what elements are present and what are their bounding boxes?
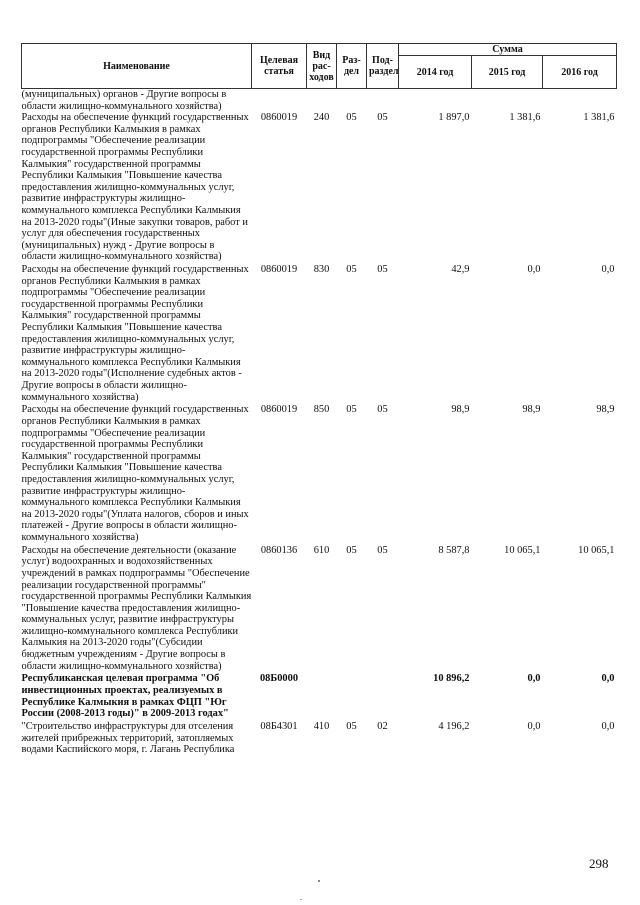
row-value-2015: 0,0 <box>527 264 541 276</box>
header-name: Наименование <box>22 44 252 89</box>
table-row-program <box>22 673 617 721</box>
row-value-2016: 1 381,6 <box>583 112 615 124</box>
row-value-2014: 10 896,2 <box>433 673 470 685</box>
row-name: Расходы на обеспечение деятельности (оказание услуг) водоохранных и водохозяйственных учреждений в рамках подпрограммы "Обеспечение реализации государственной программы" государственной программы Республики Калмыкия "Повышение качества предоставления жилищно-коммунальных услуг, развитие инфраструктуры жилищно-коммунального комплекса Республики Калмыкия на 2013-2020 годы"(Субсидии бюджетным учреждениям - Другие вопросы в области жилищно-коммунального хозяйства) <box>21 544 252 672</box>
table-row <box>22 721 617 757</box>
row-value-2014 <box>399 89 472 113</box>
row-expense-kind <box>307 89 337 113</box>
row-value-2016: 0,0 <box>601 264 615 276</box>
table-body <box>22 89 617 757</box>
row-subsection <box>367 89 399 113</box>
header-year-2016: 2016 год <box>543 56 617 89</box>
header-subsection: Под-раздел <box>367 44 399 89</box>
header-section: Раз-дел <box>337 44 367 89</box>
page-number: 298 <box>589 856 609 871</box>
row-subsection: 05 <box>377 264 388 276</box>
row-expense-kind: 410 <box>313 721 330 732</box>
row-value-2015: 1 381,6 <box>509 112 541 124</box>
row-value-2016: 10 065,1 <box>578 544 615 556</box>
row-subsection: 05 <box>377 404 388 416</box>
row-section: 05 <box>346 404 357 416</box>
row-target-code: 08Б4301 <box>260 721 298 732</box>
row-target-code: 0860136 <box>260 544 298 556</box>
row-subsection: 02 <box>377 721 388 732</box>
row-expense-kind: 830 <box>313 264 330 276</box>
row-subsection <box>367 673 399 721</box>
table-row <box>22 545 617 674</box>
header-sum: Сумма <box>399 44 617 56</box>
scan-speck <box>300 899 302 900</box>
header-year-2014: 2014 год <box>399 56 472 89</box>
row-section: 05 <box>346 112 357 124</box>
row-expense-kind <box>307 673 337 721</box>
table-row <box>22 89 617 113</box>
header-expense-kind: Вид рас-ходов <box>307 44 337 89</box>
row-value-2016 <box>543 89 617 113</box>
table-header <box>22 44 617 89</box>
row-value-2016: 98,9 <box>596 404 615 416</box>
row-name: Расходы на обеспечение функций государственных органов Республики Калмыкия в рамках подпрограммы "Обеспечение реализации государственной программы Республики Калмыкия" государственной программы Республики Калмыкия "Повышение качества предоставления жилищно-коммунальных услуг, развитие инфраструктуры жилищно-коммунального комплекса Республики Калмыкия на 2013-2020 годы"(Исполнение судебных актов - Другие вопросы в области жилищно-коммунального хозяйства) <box>21 264 249 403</box>
row-section <box>337 673 367 721</box>
table-row <box>22 264 617 404</box>
row-expense-kind: 610 <box>313 544 330 556</box>
row-name: (муниципальных) органов - Другие вопросы в области жилищно-коммунального хозяйства) <box>21 89 227 112</box>
row-subsection: 05 <box>377 544 388 556</box>
row-value-2015 <box>472 89 543 113</box>
row-name: Расходы на обеспечение функций государственных органов Республики Калмыкия в рамках подпрограммы "Обеспечение реализации государственной программы Республики Калмыкия" государственной программы Республики Калмыкия "Повышение качества предоставления жилищно-коммунальных услуг, развитие инфраструктуры жилищно-коммунального комплекса Республики Калмыкия на 2013-2020 годы"(Иные закупки товаров, работ и услуг для обеспечения государственных (муниципальных) нужд - Другие вопросы в области жилищно-коммунального хозяйства) <box>21 112 249 263</box>
row-section <box>337 89 367 113</box>
row-value-2016: 0,0 <box>601 673 615 685</box>
row-expense-kind: 850 <box>313 404 330 416</box>
row-value-2015: 0,0 <box>527 721 541 732</box>
row-target-code: 0860019 <box>260 112 298 124</box>
row-value-2014: 8 587,8 <box>438 544 470 556</box>
row-target-code: 0860019 <box>260 264 298 276</box>
row-subsection: 05 <box>377 112 388 124</box>
row-target-code: 0860019 <box>260 404 298 416</box>
header-target-article: Целевая статья <box>252 44 307 89</box>
row-name: Расходы на обеспечение функций государственных органов Республики Калмыкия в рамках подпрограммы "Обеспечение реализации государственной программы Республики Калмыкия" государственной программы Республики Калмыкия "Повышение качества предоставления жилищно-коммунальных услуг, развитие инфраструктуры жилищно-коммунального комплекса Республики Калмыкия на 2013-2020 годы"(Уплата налогов, сборов и иных платежей - Другие вопросы в области жилищно-коммунального хозяйства) <box>21 404 249 543</box>
scan-speck <box>318 880 320 882</box>
row-name: Республиканская целевая программа "Об инвестиционных проектах, реализуемых в Республике Калмыкия в рамках ФЦП "Юг России (2008-2013 годы)" в 2009-2013 годах" <box>21 673 229 720</box>
table-row <box>22 404 617 544</box>
row-target-code <box>252 89 307 113</box>
row-value-2014: 4 196,2 <box>438 721 470 732</box>
row-name: "Строительство инфраструктуры для отселения жителей прибрежных территорий, затопляемых водами Каспийского моря, г. Лагань Республика <box>21 721 235 756</box>
budget-table <box>21 43 617 757</box>
row-section: 05 <box>346 544 357 556</box>
row-target-code: 08Б0000 <box>259 673 299 685</box>
row-value-2015: 0,0 <box>527 673 541 685</box>
row-value-2014: 1 897,0 <box>438 112 470 124</box>
row-value-2014: 42,9 <box>451 264 470 276</box>
row-value-2014: 98,9 <box>451 404 470 416</box>
row-section: 05 <box>346 264 357 276</box>
table-row <box>22 112 617 264</box>
row-value-2015: 98,9 <box>522 404 541 416</box>
header-year-2015: 2015 год <box>472 56 543 89</box>
row-expense-kind: 240 <box>313 112 330 124</box>
row-value-2015: 10 065,1 <box>504 544 541 556</box>
row-value-2016: 0,0 <box>601 721 615 732</box>
row-section: 05 <box>346 721 357 732</box>
